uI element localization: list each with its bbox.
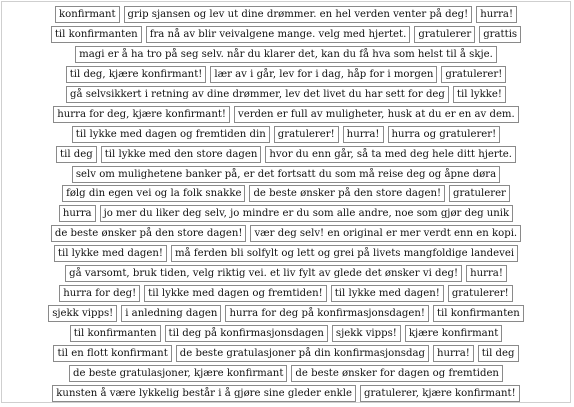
phrase-sticker: hvor du enn går, så ta med deg hele ditt hjerte.	[265, 146, 516, 163]
sticker-row	[2, 6, 570, 23]
phrase-sticker: til lykke med dagen og fremtiden din	[72, 126, 270, 143]
phrase-sticker: hurra	[59, 205, 96, 222]
phrase-sticker: selv om mulighetene banker på, er det fortsatt du som må reise deg og åpne døra	[72, 166, 500, 183]
phrase-sticker: gratulerer	[414, 26, 475, 43]
phrase-sticker: hurra og gratulerer!	[388, 126, 501, 143]
phrase-sticker: grattis	[479, 26, 521, 43]
phrase-sticker: sjekk vipps!	[48, 305, 117, 322]
sticker-row	[2, 185, 570, 202]
phrase-sticker: hurra!	[343, 126, 384, 143]
phrase-sticker: kjære konfirmant	[405, 325, 502, 342]
sticker-row	[2, 26, 570, 43]
sticker-row	[2, 325, 570, 342]
phrase-sticker: til konfirmanten	[433, 305, 524, 322]
sticker-row	[2, 285, 570, 302]
phrase-sticker: de beste gratulasjoner på din konfirmasjonsdag	[176, 345, 429, 362]
phrase-sticker-sheet	[1, 1, 571, 403]
phrase-sticker: i anledning dagen	[121, 305, 221, 322]
phrase-sticker: hurra!	[466, 265, 507, 282]
phrase-sticker: må ferden bli solfylt og lett og grei på livets mangfoldige landevei	[171, 245, 518, 262]
sticker-row	[2, 166, 570, 183]
sticker-row	[2, 205, 570, 222]
phrase-sticker: gå selvsikkert i retning av dine drømmer, lev det livet du har sett for deg	[66, 86, 449, 103]
phrase-sticker: til deg	[478, 345, 519, 362]
sticker-row	[2, 225, 570, 242]
sticker-row	[2, 365, 570, 382]
phrase-sticker: hurra!	[476, 6, 517, 23]
sticker-row	[2, 385, 570, 402]
sticker-row	[2, 245, 570, 262]
sticker-row	[2, 46, 570, 63]
phrase-sticker: vær deg selv! en original er mer verdt enn en kopi.	[250, 225, 521, 242]
phrase-sticker: til deg, kjære konfirmant!	[66, 66, 207, 83]
phrase-sticker: gå varsomt, bruk tiden, velg riktig vei. et liv fylt av glede det ønsker vi deg!	[65, 265, 462, 282]
phrase-sticker: gratulerer!	[274, 126, 339, 143]
phrase-sticker: de beste ønsker for dagen og fremtiden	[291, 365, 503, 382]
phrase-sticker: gratulerer!	[448, 285, 513, 302]
sticker-row	[2, 265, 570, 282]
phrase-sticker: sjekk vipps!	[332, 325, 401, 342]
sticker-row	[2, 106, 570, 123]
phrase-sticker: hurra!	[433, 345, 474, 362]
phrase-sticker: til lykke!	[453, 86, 506, 103]
phrase-sticker: til deg på konfirmasjonsdagen	[165, 325, 328, 342]
phrase-sticker: til konfirmanten	[51, 26, 142, 43]
phrase-sticker: verden er full av muligheter, husk at du er en av dem.	[234, 106, 519, 123]
phrase-sticker: jo mer du liker deg selv, jo mindre er du som alle andre, noe som gjør deg unik	[100, 205, 514, 222]
phrase-sticker: hurra for deg, kjære konfirmant!	[53, 106, 230, 123]
phrase-sticker: til en flott konfirmant	[53, 345, 171, 362]
phrase-sticker: til lykke med dagen!	[54, 245, 167, 262]
phrase-sticker: gratulerer	[449, 185, 510, 202]
sticker-row	[2, 86, 570, 103]
phrase-sticker: til deg	[56, 146, 97, 163]
phrase-sticker: grip sjansen og lev ut dine drømmer. en hel verden venter på deg!	[124, 6, 473, 23]
sticker-row	[2, 126, 570, 143]
sticker-row	[2, 66, 570, 83]
phrase-sticker: konfirmant	[55, 6, 120, 23]
phrase-sticker: hurra for deg på konfirmasjonsdagen!	[225, 305, 429, 322]
phrase-sticker: kunsten å være lykkelig består i å gjøre sine gleder enkle	[52, 385, 356, 402]
phrase-sticker: de beste ønsker på den store dagen!	[249, 185, 445, 202]
phrase-sticker: gratulerer, kjære konfirmant!	[360, 385, 520, 402]
phrase-sticker: de beste ønsker på den store dagen!	[51, 225, 247, 242]
phrase-sticker: til lykke med dagen!	[331, 285, 444, 302]
phrase-sticker: fra nå av blir veivalgene mange. velg med hjertet.	[146, 26, 411, 43]
phrase-sticker: til lykke med dagen og fremtiden!	[144, 285, 327, 302]
sticker-row	[2, 146, 570, 163]
phrase-sticker: gratulerer!	[441, 66, 506, 83]
phrase-sticker: lær av i går, lev for i dag, håp for i morgen	[210, 66, 437, 83]
sticker-row	[2, 305, 570, 322]
phrase-sticker: til lykke med den store dagen	[101, 146, 262, 163]
phrase-sticker: magi er å ha tro på seg selv. når du klarer det, kan du få hva som helst til å skje.	[75, 46, 497, 63]
phrase-sticker: de beste gratulasjoner, kjære konfirmant	[69, 365, 287, 382]
sticker-row	[2, 345, 570, 362]
phrase-sticker: til konfirmanten	[70, 325, 161, 342]
phrase-sticker: følg din egen vei og la folk snakke	[62, 185, 245, 202]
phrase-sticker: hurra for deg!	[59, 285, 140, 302]
